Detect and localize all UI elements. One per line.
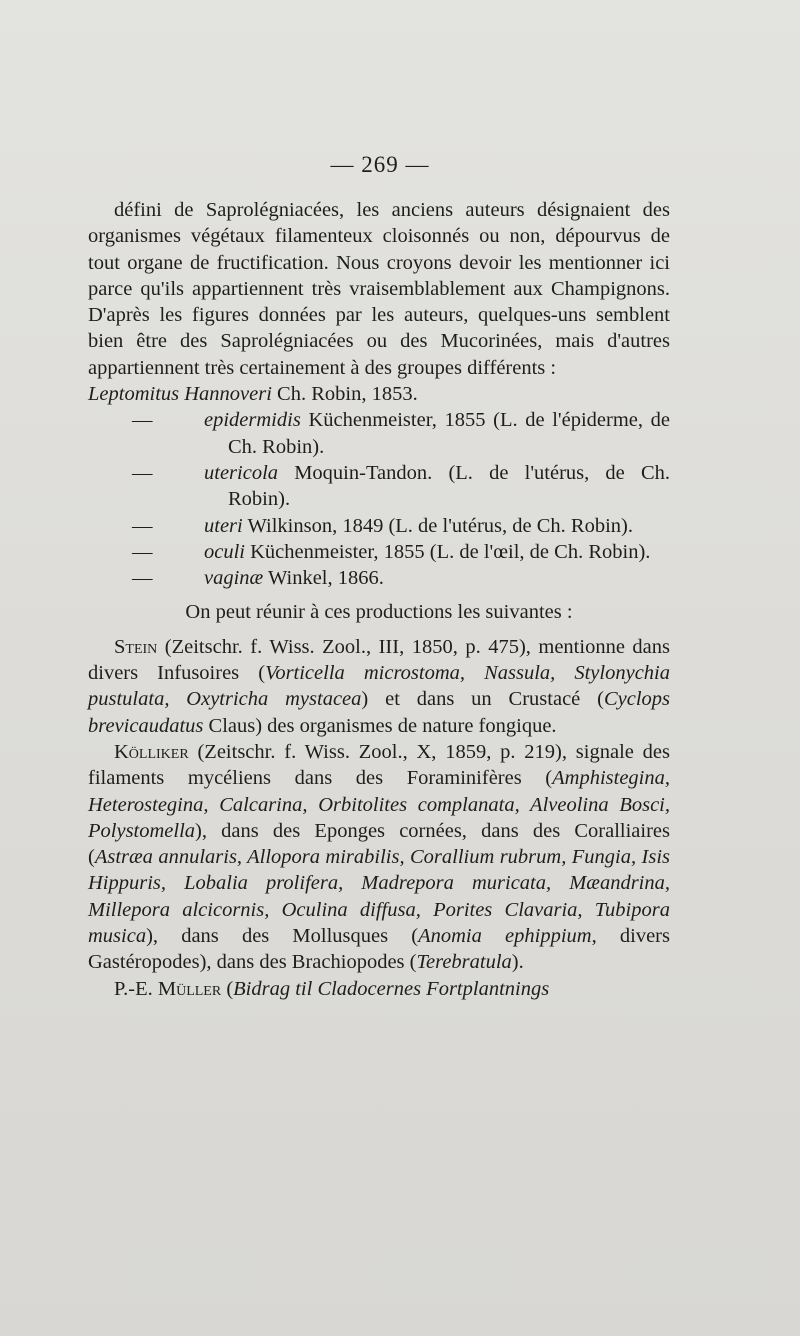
species-name: uteri bbox=[204, 514, 243, 537]
list-item bbox=[88, 565, 670, 591]
entry-citation: Ch. Robin, 1853. bbox=[277, 383, 418, 406]
author-name: Müller bbox=[157, 977, 222, 1000]
species-name: oculi bbox=[204, 540, 245, 563]
paragraph-kolliker: Kölliker (Zeitschr. f. Wiss. Zool., X, 1859, p. 219), signale des filaments mycéliens dans des Foraminifères (Amphistegina, Heterostegina, Calcarina, Orbitolites complanata, Alveolina Bosci, Polystomella), dans des Eponges cornées, dans des Coralliaires (Astræa annularis, Allopora mirabilis, Corallium rubrum, Fungia, Isis Hippuris, Lobalia prolifera, Madrepora muricata, Mæandrina, Millepora alcicornis, Oculina diffusa, Porites Clavaria, Tubipora musica), dans des Mollusques (Anomia ephippium, divers Gastéropodes), dans des Brachiopodes (Terebratula). bbox=[88, 740, 670, 974]
list-item bbox=[88, 381, 670, 407]
entry-citation: Winkel, 1866. bbox=[267, 567, 384, 590]
species-name: vaginæ bbox=[204, 567, 264, 590]
ditto-dash: — bbox=[132, 409, 153, 432]
ditto-dash: — bbox=[132, 567, 153, 590]
species-name: utericola bbox=[204, 461, 279, 484]
entry-citation: Küchenmeister, 1855 (L. de l'épiderme, de Ch. Robin). bbox=[228, 409, 670, 458]
paragraph-intro: défini de Saprolégniacées, les anciens auteurs désignaient des organismes végétaux filamenteux cloisonnés ou non, dépourvus de tout organe de fructification. Nous croyons devoir les mentionner ici parce qu'ils appartiennent très vraisemblablement aux Champignons. D'après les figures données par les auteurs, quelques-uns semblent bien être des Saprolégniacées ou des Mucorinées, mais d'autres appartiennent très certainement à des groupes différents : bbox=[88, 199, 670, 379]
entry-citation: Moquin-Tandon. (L. de l'utérus, de Ch. Robin). bbox=[228, 461, 670, 511]
paragraph-stein: Stein (Zeitschr. f. Wiss. Zool., III, 1850, p. 475), mentionne dans divers Infusoires (Vorticella microstoma, Nassula, Stylonychia pustulata, Oxytricha mystacea) et dans un Crustacé (Cyclops brevicaudatus Claus) des organismes de nature fongique. bbox=[88, 635, 670, 737]
ditto-dash: — bbox=[132, 540, 153, 563]
body-text bbox=[88, 197, 670, 1002]
list-item bbox=[88, 539, 670, 565]
species-name: epidermidis bbox=[204, 409, 301, 432]
species-list bbox=[88, 381, 670, 591]
entry-citation: Küchenmeister, 1855 (L. de l'œil, de Ch. Robin). bbox=[250, 540, 651, 563]
entry-citation: Wilkinson, 1849 (L. de l'utérus, de Ch. Robin). bbox=[247, 514, 633, 537]
ditto-dash: — bbox=[132, 461, 153, 484]
section-intro-line: On peut réunir à ces productions les suivantes : bbox=[185, 601, 573, 624]
list-item bbox=[88, 513, 670, 539]
author-name: Stein bbox=[114, 635, 158, 658]
paragraph-muller: P.-E. Müller (Bidrag til Cladocernes Fortplantnings bbox=[114, 977, 550, 1000]
genus-name: Leptomitus Hannoveri bbox=[88, 383, 272, 406]
list-item bbox=[88, 407, 670, 460]
list-item bbox=[88, 460, 670, 513]
ditto-dash: — bbox=[132, 514, 153, 537]
author-name: Kölliker bbox=[114, 740, 189, 763]
page-number: — 269 — bbox=[330, 152, 430, 177]
